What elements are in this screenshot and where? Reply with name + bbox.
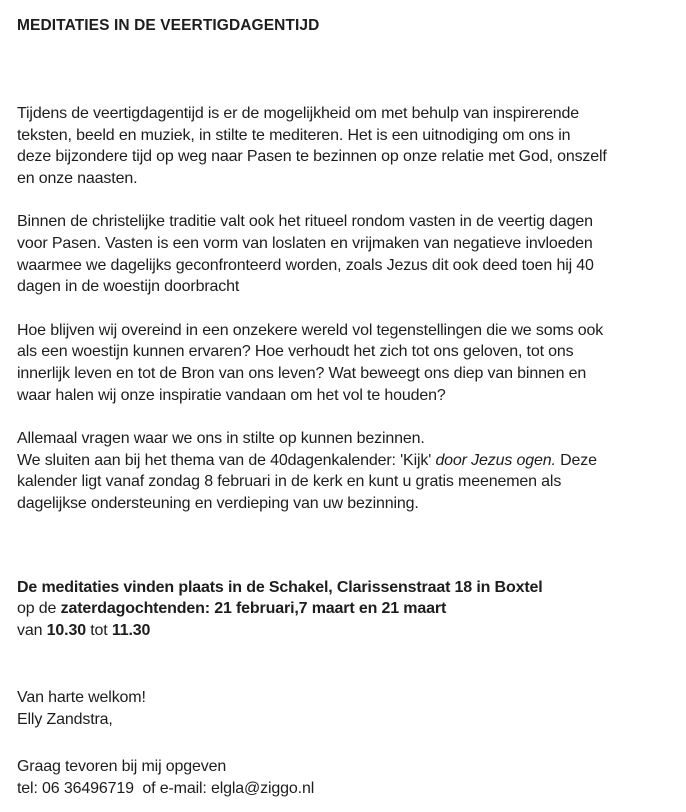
dates-prefix: op de: [17, 600, 61, 618]
text-line: Hoe blijven wij overeind in een onzekere wereld vol tegenstellingen die we soms ook: [17, 321, 604, 339]
document-title: MEDITATIES IN DE VEERTIGDAGENTIJD: [17, 17, 320, 34]
closing-welcome-block: [17, 687, 676, 730]
text-line: Tijdens de veertigdagentijd is er de mogelijkheid om met behulp van inspirerende: [17, 105, 579, 122]
section-meeting-details: [17, 577, 676, 642]
text-line: voor Pasen. Vasten is een vorm van loslaten en vrijmaken van negatieve invloeden: [17, 234, 593, 252]
text-line: [17, 450, 676, 472]
signup-line: Graag tevoren bij mij opgeven: [17, 758, 227, 776]
text-line: dagelijkse ondersteuning en verdieping van uw bezinning.: [17, 494, 419, 512]
dates-line: [17, 598, 676, 620]
text-line: en onze naasten.: [17, 169, 138, 187]
author-name-line: Elly Zandstra,: [17, 710, 113, 728]
paragraph-calendar: [17, 428, 676, 514]
text-line: als een woestijn kunnen ervaren? Hoe verhoudt het zich tot ons geloven, tot ons: [17, 343, 574, 361]
paragraph-questions: [17, 320, 676, 406]
time-separator: tot: [85, 621, 112, 639]
paragraph-fasting: [17, 211, 676, 297]
text-line: kalender ligt vanaf zondag 8 februari in de kerk en kunt u gratis meenemen als: [17, 473, 562, 491]
contact-line: tel: 06 36496719 of e-mail: elgla@ziggo.nl: [17, 780, 315, 798]
text-line: teksten, beeld en muziek, in stilte te mediteren. Het is een uitnodiging om ons in: [17, 126, 571, 144]
closing-signup-block: [17, 756, 676, 799]
dates-bold-text: zaterdagochtenden: 21 februari,7 maart en 21 maart: [60, 600, 447, 618]
end-time-text: 11.30: [111, 621, 151, 639]
text-line: deze bijzondere tijd op weg naar Pasen te bezinnen op onze relatie met God, onszelf: [17, 148, 607, 166]
text-line: waar halen wij onze inspiratie vandaan om het vol te houden?: [17, 386, 446, 404]
location-line: De meditaties vinden plaats in de Schakel, Clarissenstraat 18 in Boxtel: [17, 578, 543, 596]
text-line: Allemaal vragen waar we ons in stilte op kunnen bezinnen.: [17, 430, 425, 448]
text-line: innerlijk leven en tot de Bron van ons leven? Wat beweegt ons diep van binnen en: [17, 364, 587, 382]
theme-outro-text: Deze: [555, 451, 597, 469]
theme-italic-text: door Jezus ogen.: [435, 451, 556, 469]
text-line: dagen in de woestijn doorbracht: [17, 278, 240, 296]
welcome-line: Van harte welkom!: [17, 689, 146, 707]
time-prefix: van: [17, 621, 47, 639]
times-line: [17, 620, 676, 642]
theme-intro-text: We sluiten aan bij het thema van de 40dagenkalender: 'Kijk': [17, 451, 436, 469]
text-line: Binnen de christelijke traditie valt ook het ritueel rondom vasten in de veertig dagen: [17, 213, 593, 231]
start-time-text: 10.30: [46, 621, 86, 639]
text-line: waarmee we dagelijks geconfronteerd worden, zoals Jezus dit ook deed toen hij 40: [17, 256, 594, 274]
paragraph-intro: [17, 103, 676, 189]
